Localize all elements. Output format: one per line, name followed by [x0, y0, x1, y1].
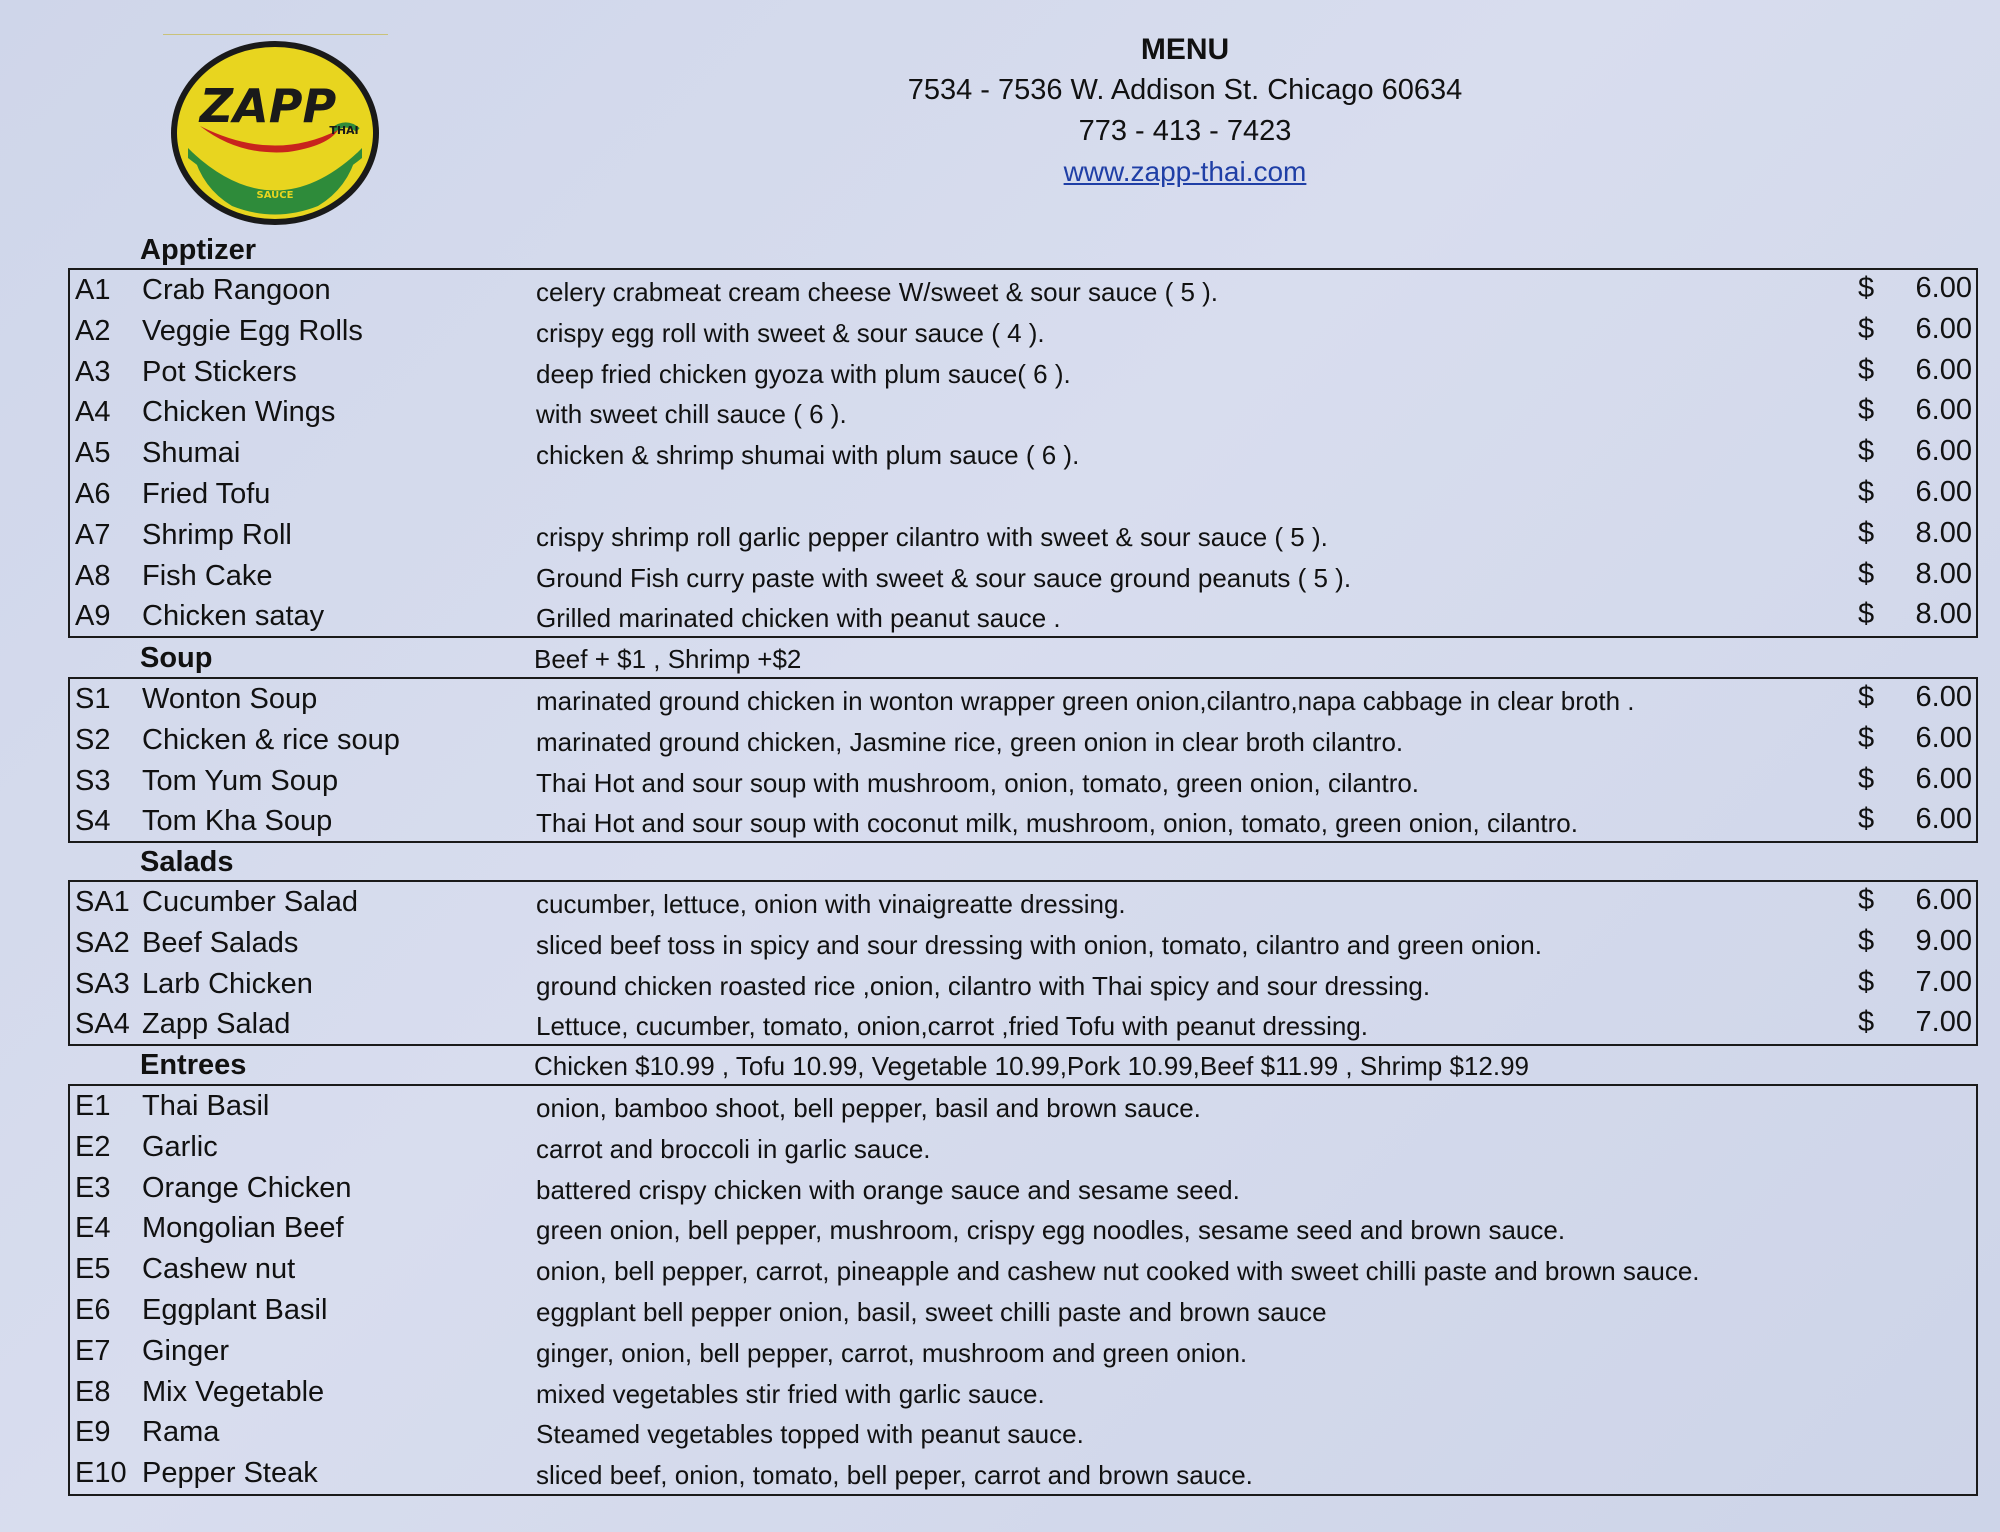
- section-heading-soup: [68, 642, 1980, 680]
- item-name: Tom Kha Soup: [142, 805, 333, 838]
- item-price: 9.00: [1915, 924, 1972, 957]
- item-name: Pot Stickers: [142, 355, 297, 388]
- logo-brand-text: ZAPP: [199, 79, 337, 133]
- menu-item-row: [70, 556, 1976, 597]
- item-currency: $: [1858, 762, 1875, 795]
- item-code: E1: [75, 1090, 111, 1122]
- item-description: green onion, bell pepper, mushroom, crispy egg noodles, sesame seed and brown sauce.: [536, 1215, 1566, 1246]
- item-currency: $: [1858, 924, 1875, 957]
- logo-rule: [163, 34, 388, 35]
- menu-item-row: [70, 1249, 1976, 1290]
- item-name: Larb Chicken: [142, 967, 313, 1000]
- item-code: SA1: [75, 886, 130, 918]
- item-currency: $: [1858, 681, 1875, 713]
- menu-item-row: [70, 392, 1976, 433]
- item-name: Crab Rangoon: [142, 274, 331, 306]
- item-description: marinated ground chicken, Jasmine rice, green onion in clear broth cilantro.: [536, 726, 1404, 757]
- salads-box: [68, 880, 1978, 1046]
- menu-item-row: [70, 964, 1976, 1005]
- menu-header: [760, 30, 1610, 192]
- item-code: E8: [75, 1375, 111, 1408]
- menu-item-row: [70, 761, 1976, 802]
- item-description: Thai Hot and sour soup with mushroom, onion, tomato, green onion, cilantro.: [536, 767, 1420, 798]
- menu-item-row: [70, 720, 1976, 761]
- item-description: mixed vegetables stir fried with garlic sauce.: [536, 1378, 1045, 1409]
- item-price: 6.00: [1915, 272, 1972, 304]
- menu-title: MENU: [1140, 33, 1230, 66]
- item-currency: $: [1858, 272, 1875, 304]
- item-description: ginger, onion, bell pepper, carrot, mushroom and green onion.: [536, 1337, 1248, 1368]
- item-price: 6.00: [1915, 762, 1972, 795]
- item-name: Cucumber Salad: [142, 886, 358, 918]
- menu-item-row: [70, 1290, 1976, 1331]
- item-name: Cashew nut: [142, 1253, 296, 1286]
- restaurant-address: 7534 - 7536 W. Addison St. Chicago 60634: [907, 74, 1463, 106]
- item-code: E7: [75, 1334, 111, 1367]
- item-code: A3: [75, 355, 111, 388]
- item-name: Shumai: [142, 437, 241, 470]
- section-note: Chicken $10.99 , Tofu 10.99, Vegetable 10.99,Pork 10.99,Beef $11.99 , Shrimp $12.99: [534, 1051, 1529, 1081]
- menu-item-row: [70, 1331, 1976, 1372]
- item-currency: $: [1858, 598, 1875, 631]
- item-description: battered crispy chicken with orange sauce and sesame seed.: [536, 1174, 1240, 1205]
- item-description: cucumber, lettuce, onion with vinaigreatte dressing.: [536, 889, 1126, 919]
- item-price: 6.00: [1915, 884, 1972, 916]
- item-code: A8: [75, 559, 111, 592]
- item-code: SA3: [75, 967, 130, 1000]
- item-currency: $: [1858, 516, 1875, 549]
- item-currency: $: [1858, 353, 1875, 386]
- item-code: S4: [75, 805, 111, 838]
- item-name: Veggie Egg Rolls: [142, 314, 363, 347]
- item-price: 8.00: [1915, 557, 1972, 590]
- section-title: Salads: [140, 846, 234, 878]
- item-description: onion, bell pepper, carrot, pineapple and cashew nut cooked with sweet chilli paste and brown sauce.: [536, 1256, 1700, 1287]
- item-code: S3: [75, 764, 111, 797]
- item-code: E4: [75, 1212, 111, 1245]
- item-price: 6.00: [1915, 475, 1972, 508]
- item-code: A9: [75, 600, 111, 633]
- item-code: E3: [75, 1171, 111, 1204]
- item-currency: $: [1858, 1006, 1875, 1039]
- menu-item-row: [70, 352, 1976, 393]
- item-description: onion, bamboo shoot, bell pepper, basil and brown sauce.: [536, 1093, 1201, 1123]
- section-heading-entrees: [68, 1049, 1980, 1087]
- item-price: 6.00: [1915, 394, 1972, 427]
- menu-item-row: [70, 270, 1976, 311]
- item-code: E9: [75, 1416, 111, 1449]
- item-description: eggplant bell pepper onion, basil, sweet chilli paste and brown sauce: [536, 1296, 1327, 1327]
- menu-item-row: [70, 1208, 1976, 1249]
- section-title: Entrees: [140, 1049, 247, 1081]
- menu-item-row: [70, 1168, 1976, 1209]
- item-description: with sweet chill sauce ( 6 ).: [536, 399, 847, 430]
- item-code: E10: [75, 1457, 127, 1490]
- item-description: celery crabmeat cream cheese W/sweet & sour sauce ( 5 ).: [536, 277, 1219, 307]
- item-currency: $: [1858, 721, 1875, 754]
- item-code: A4: [75, 396, 111, 429]
- menu-item-row: [70, 1004, 1976, 1045]
- item-name: Garlic: [142, 1130, 218, 1163]
- item-code: S1: [75, 683, 111, 715]
- menu-item-row: [70, 923, 1976, 964]
- item-currency: $: [1858, 435, 1875, 468]
- section-heading-appetizer: [68, 234, 1980, 272]
- item-description: Lettuce, cucumber, tomato, onion,carrot ,fried Tofu with peanut dressing.: [536, 1011, 1368, 1042]
- item-description: crispy shrimp roll garlic pepper cilantro with sweet & sour sauce ( 5 ).: [536, 521, 1328, 552]
- appetizer-box: [68, 268, 1978, 638]
- item-description: sliced beef, onion, tomato, bell peper, carrot and brown sauce.: [536, 1460, 1253, 1491]
- item-name: Mix Vegetable: [142, 1375, 325, 1408]
- item-price: 8.00: [1915, 516, 1972, 549]
- item-code: E5: [75, 1253, 111, 1286]
- menu-item-row: [70, 679, 1976, 720]
- item-price: 7.00: [1915, 965, 1972, 998]
- menu-item-row: [70, 1372, 1976, 1413]
- item-code: SA2: [75, 926, 130, 959]
- item-price: 7.00: [1915, 1006, 1972, 1039]
- item-name: Pepper Steak: [142, 1457, 318, 1490]
- item-code: E6: [75, 1293, 111, 1326]
- item-currency: $: [1858, 312, 1875, 345]
- menu-item-row: [70, 515, 1976, 556]
- item-price: 6.00: [1915, 681, 1972, 713]
- section-title: Soup: [140, 642, 213, 674]
- item-name: Fish Cake: [142, 559, 273, 592]
- item-description: Steamed vegetables topped with peanut sauce.: [536, 1419, 1084, 1450]
- menu-item-row: [70, 1086, 1976, 1127]
- section-note: Beef + $1 , Shrimp +$2: [534, 644, 802, 674]
- item-code: A2: [75, 314, 111, 347]
- item-description: marinated ground chicken in wonton wrapper green onion,cilantro,napa cabbage in clear broth .: [536, 686, 1635, 716]
- item-name: Ginger: [142, 1334, 230, 1367]
- item-price: 8.00: [1915, 598, 1972, 631]
- item-description: sliced beef toss in spicy and sour dressing with onion, tomato, cilantro and green onion.: [536, 929, 1542, 960]
- item-price: 6.00: [1915, 721, 1972, 754]
- menu-item-row: [70, 1453, 1976, 1494]
- logo-tag-text: SAUCE: [256, 190, 294, 201]
- section-heading-salads: [68, 846, 1980, 884]
- item-currency: $: [1858, 394, 1875, 427]
- item-description: carrot and broccoli in garlic sauce.: [536, 1133, 931, 1164]
- section-title: Apptizer: [140, 234, 256, 266]
- item-price: 6.00: [1915, 803, 1972, 836]
- item-description: crispy egg roll with sweet & sour sauce ( 4 ).: [536, 317, 1045, 348]
- item-name: Wonton Soup: [142, 683, 318, 715]
- item-name: Orange Chicken: [142, 1171, 352, 1204]
- menu-item-row: [70, 474, 1976, 515]
- website-link[interactable]: www.zapp-thai.com: [1063, 156, 1307, 187]
- item-name: Chicken satay: [142, 600, 325, 633]
- soup-box: [68, 677, 1978, 843]
- item-code: E2: [75, 1130, 111, 1163]
- item-name: Beef Salads: [142, 926, 299, 959]
- menu-item-row: [70, 311, 1976, 352]
- menu-item-row: [70, 433, 1976, 474]
- menu-item-row: [70, 1412, 1976, 1453]
- item-description: Grilled marinated chicken with peanut sauce .: [536, 603, 1061, 634]
- item-name: Zapp Salad: [142, 1008, 291, 1041]
- item-name: Eggplant Basil: [142, 1293, 328, 1326]
- item-currency: $: [1858, 803, 1875, 836]
- item-code: A1: [75, 274, 111, 306]
- item-name: Shrimp Roll: [142, 518, 292, 551]
- item-name: Rama: [142, 1416, 220, 1449]
- item-currency: $: [1858, 884, 1875, 916]
- item-code: S2: [75, 723, 111, 756]
- item-name: Fried Tofu: [142, 477, 271, 510]
- menu-item-row: [70, 801, 1976, 842]
- entrees-box: [68, 1084, 1978, 1496]
- item-price: 6.00: [1915, 435, 1972, 468]
- item-name: Tom Yum Soup: [142, 764, 339, 797]
- item-code: A7: [75, 518, 111, 551]
- item-price: 6.00: [1915, 353, 1972, 386]
- item-price: 6.00: [1915, 312, 1972, 345]
- item-code: A6: [75, 477, 111, 510]
- restaurant-phone: 773 - 413 - 7423: [1078, 115, 1292, 147]
- item-description: deep fried chicken gyoza with plum sauce( 6 ).: [536, 358, 1071, 389]
- logo-sub-text: THAI: [329, 124, 359, 137]
- menu-item-row: [70, 882, 1976, 923]
- item-description: chicken & shrimp shumai with plum sauce ( 6 ).: [536, 440, 1080, 471]
- item-name: Chicken & rice soup: [142, 723, 400, 756]
- item-name: Thai Basil: [142, 1090, 270, 1122]
- item-code: A5: [75, 437, 111, 470]
- item-currency: $: [1858, 965, 1875, 998]
- item-name: Chicken Wings: [142, 396, 336, 429]
- item-currency: $: [1858, 475, 1875, 508]
- item-name: Mongolian Beef: [142, 1212, 344, 1245]
- item-description: ground chicken roasted rice ,onion, cilantro with Thai spicy and sour dressing.: [536, 970, 1431, 1001]
- zapp-thai-logo: [168, 38, 383, 228]
- item-description: Thai Hot and sour soup with coconut milk, mushroom, onion, tomato, green onion, cilantro.: [536, 808, 1578, 839]
- menu-item-row: [70, 596, 1976, 637]
- item-currency: $: [1858, 557, 1875, 590]
- item-code: SA4: [75, 1008, 130, 1041]
- menu-item-row: [70, 1127, 1976, 1168]
- item-description: Ground Fish curry paste with sweet & sour sauce ground peanuts ( 5 ).: [536, 562, 1352, 593]
